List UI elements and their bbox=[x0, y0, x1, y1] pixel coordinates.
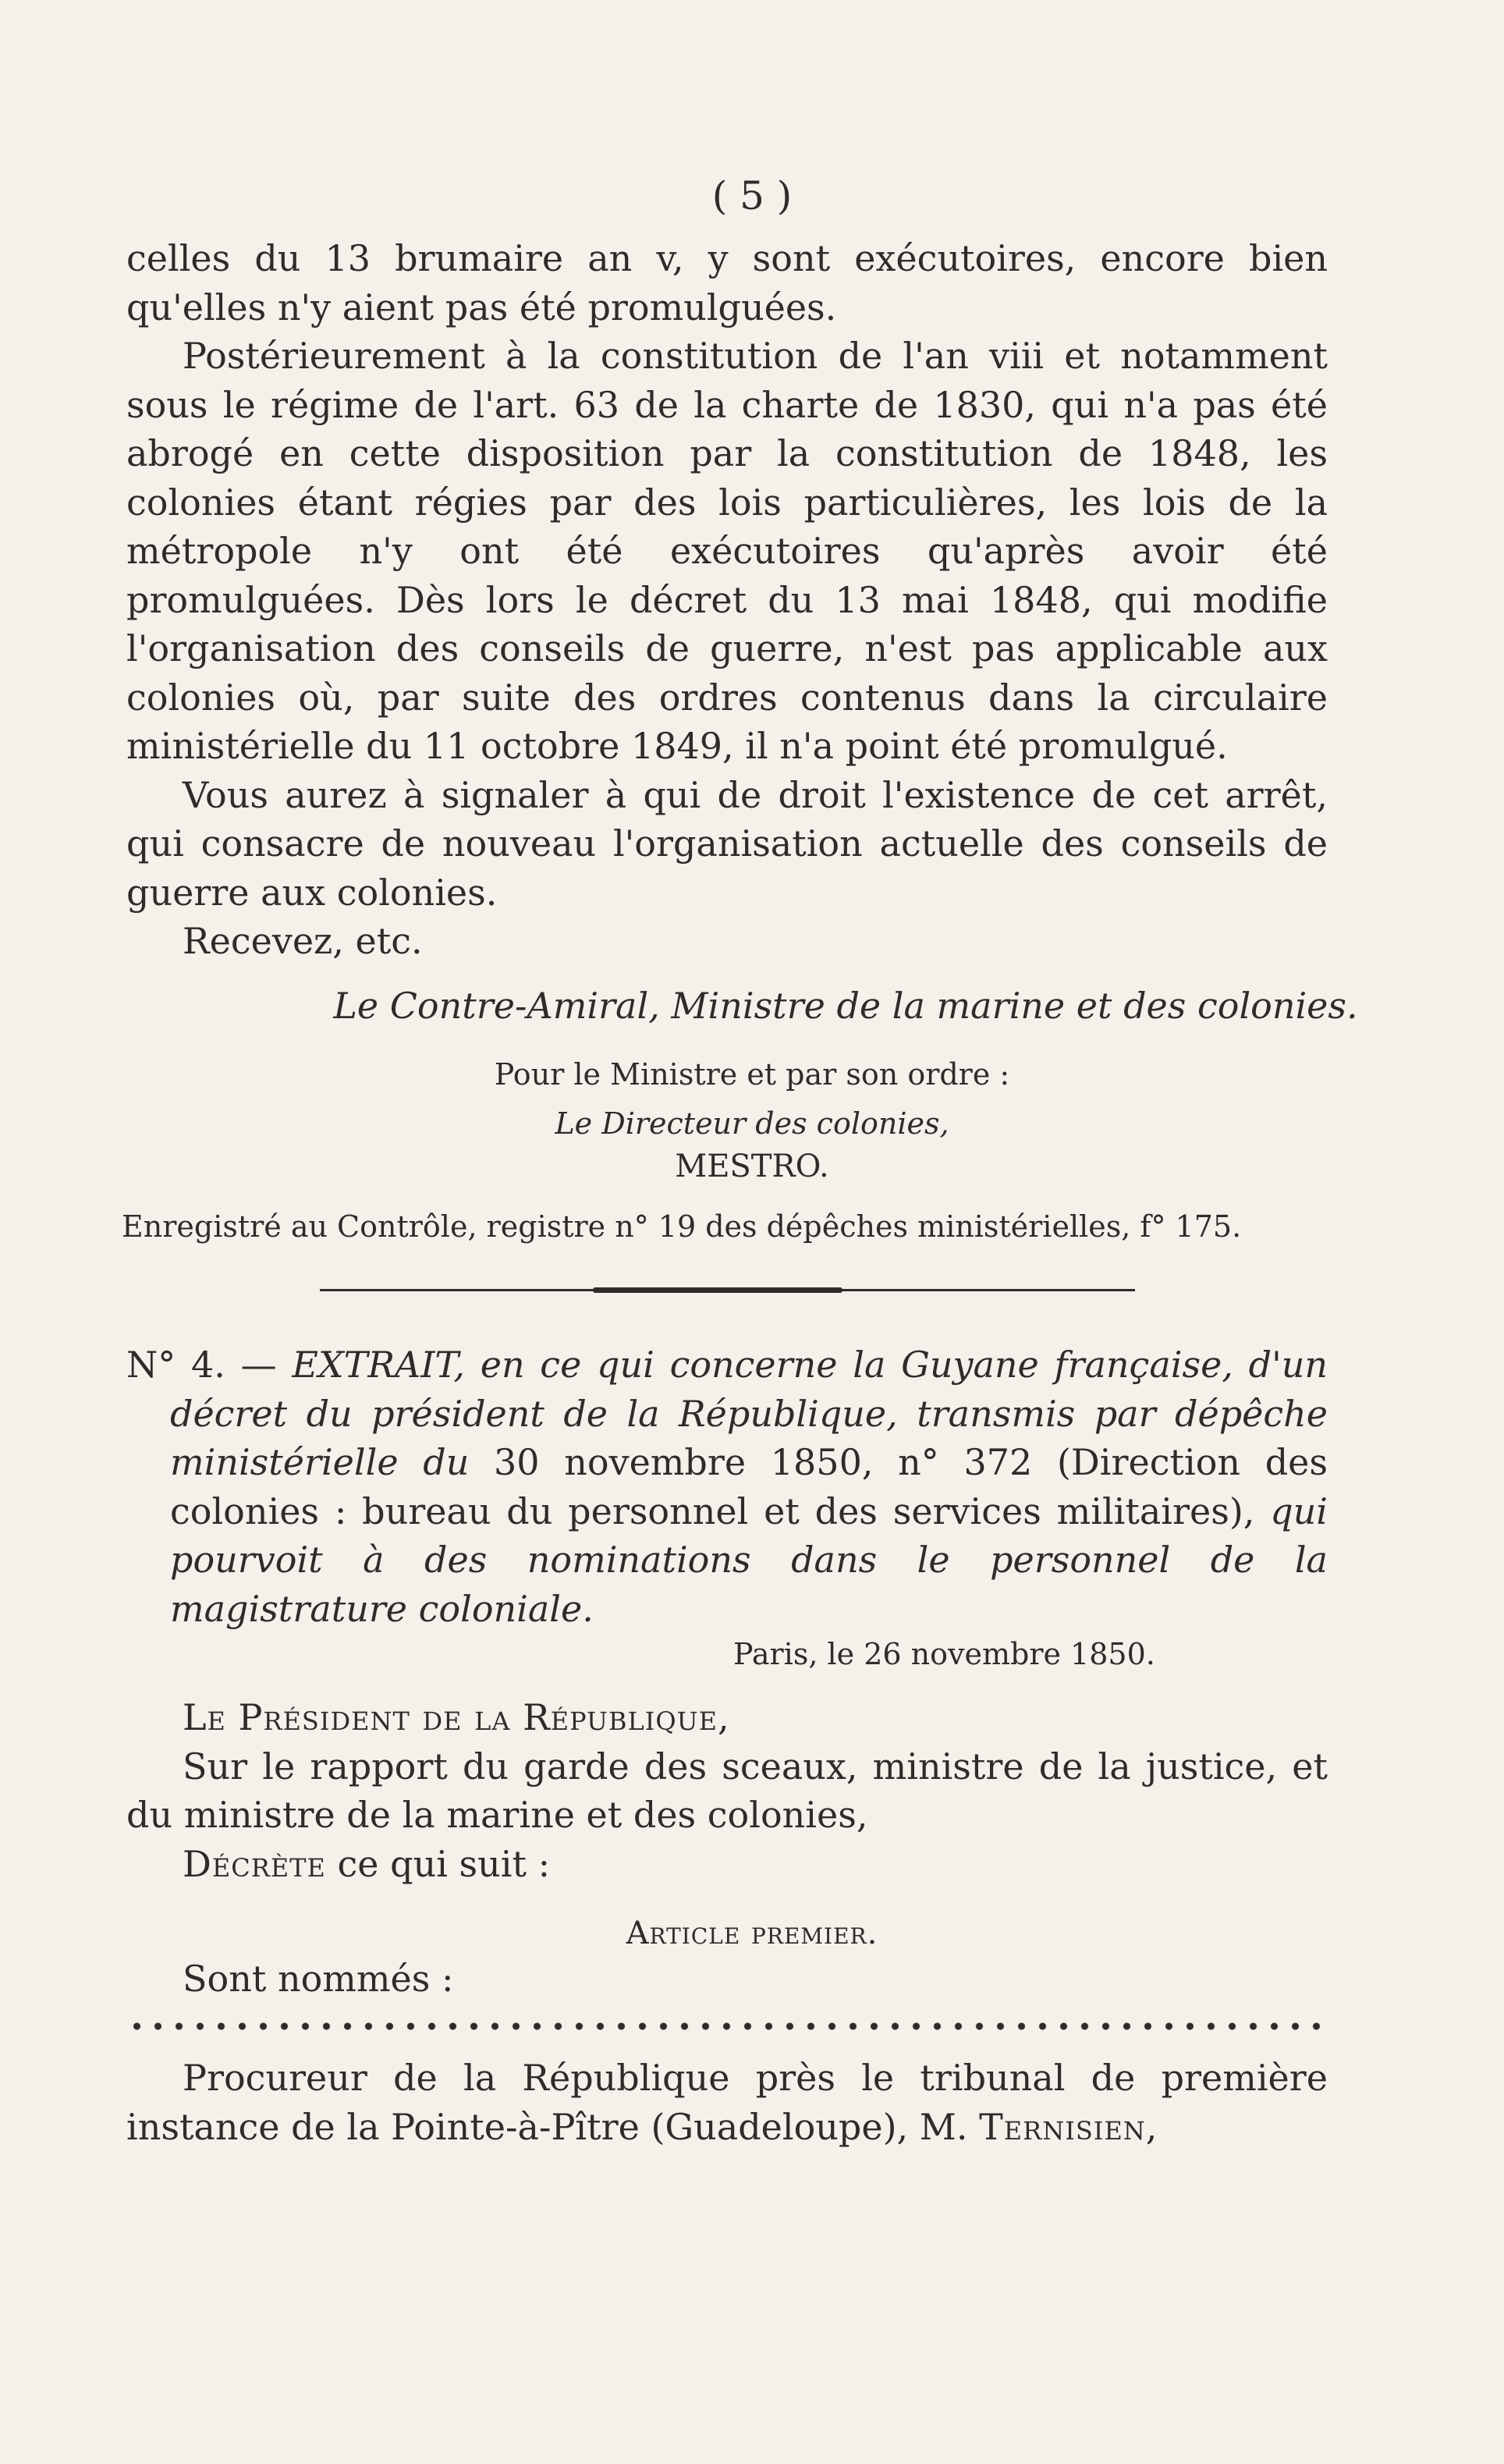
sont-nommes-block bbox=[126, 1955, 1328, 2004]
place-date: Paris, le 26 novembre 1850. bbox=[733, 1637, 1155, 1671]
paragraph-recevez: Recevez, etc. bbox=[183, 920, 423, 962]
decrete-rest: ce qui suit : bbox=[337, 1842, 551, 1885]
article-heading: Article premier. bbox=[626, 1915, 878, 1951]
last-name: Ternisien, bbox=[979, 2105, 1158, 2148]
registration-line: Enregistré au Contrôle, registre n° 19 des dépêches ministérielles, f° 175. bbox=[122, 1209, 1242, 1244]
page-number: ( 5 ) bbox=[711, 173, 793, 218]
section-heading-text: EXTRAIT, en ce qui concerne la Guyane française, d'un décret du président de la République, transmis par dépêche ministérielle du bbox=[170, 1344, 1328, 1483]
section-number: N° 4. bbox=[126, 1344, 225, 1386]
paragraph-continuation: celles du 13 brumaire an v, y sont exécutoires, encore bien qu'elles n'y aient pas été promulguées. bbox=[126, 237, 1328, 328]
signature-title: Le Contre-Amiral, Ministre de la marine et des colonies. bbox=[333, 985, 1358, 1027]
paragraph-signaler: Vous aurez à signaler à qui de droit l'existence de cet arrêt, qui consacre de nouveau l'organisation actuelle des conseils de guerre aux colonies. bbox=[126, 773, 1328, 914]
section-subject: qui pourvoit à des nominations dans le personnel de la magistrature coloniale. bbox=[170, 1489, 1328, 1630]
section-divider-ornament bbox=[593, 1287, 842, 1293]
last-paragraph-block bbox=[126, 2054, 1328, 2151]
decree-block bbox=[126, 1693, 1328, 1888]
president-line: Le Président de la République, bbox=[183, 1696, 730, 1738]
section-date-number: 30 novembre 1850, n° 372 bbox=[494, 1441, 1033, 1483]
section-dash: — bbox=[240, 1344, 277, 1386]
paragraph-posterieurement: Postérieurement à la constitution de l'an viii et notamment sous le régime de l'art. 63 de la charte de 1830, qui n'a pas été abrogé en cette disposition par la constitution de 1848, les colonies étant régies par des lois particulières, les lois de la métropole n'y ont été exécutoires qu'après avoir été promulguées. Dès lors le décret du 13 mai 1848, qui modifie l'organisation des conseils de guerre, n'est pas applicable aux colonies où, par suite des ordres contenus dans la circulaire ministérielle du 11 octobre 1849, il n'a point été promulgué. bbox=[126, 335, 1328, 767]
top-text-block bbox=[126, 234, 1328, 966]
decrete-word: Décrète bbox=[183, 1842, 326, 1885]
sont-nommes: Sont nommés : bbox=[183, 1958, 454, 2000]
ellipsis-dots bbox=[126, 2022, 1328, 2030]
section-heading bbox=[126, 1340, 1328, 1633]
section-direction: (Direction des colonies : bureau du personnel et des services militaires), bbox=[170, 1441, 1328, 1532]
signature-name: MESTRO. bbox=[675, 1149, 829, 1184]
signature-director: Le Directeur des colonies, bbox=[555, 1106, 949, 1141]
last-paragraph: Procureur de la République près le tribunal de première instance de la Pointe-à-Pître (Guadeloupe), M. bbox=[126, 2057, 1328, 2148]
rapport-paragraph: Sur le rapport du garde des sceaux, ministre de la justice, et du ministre de la marine et des colonies, bbox=[126, 1745, 1328, 1836]
signature-order-line: Pour le Ministre et par son ordre : bbox=[494, 1057, 1010, 1092]
